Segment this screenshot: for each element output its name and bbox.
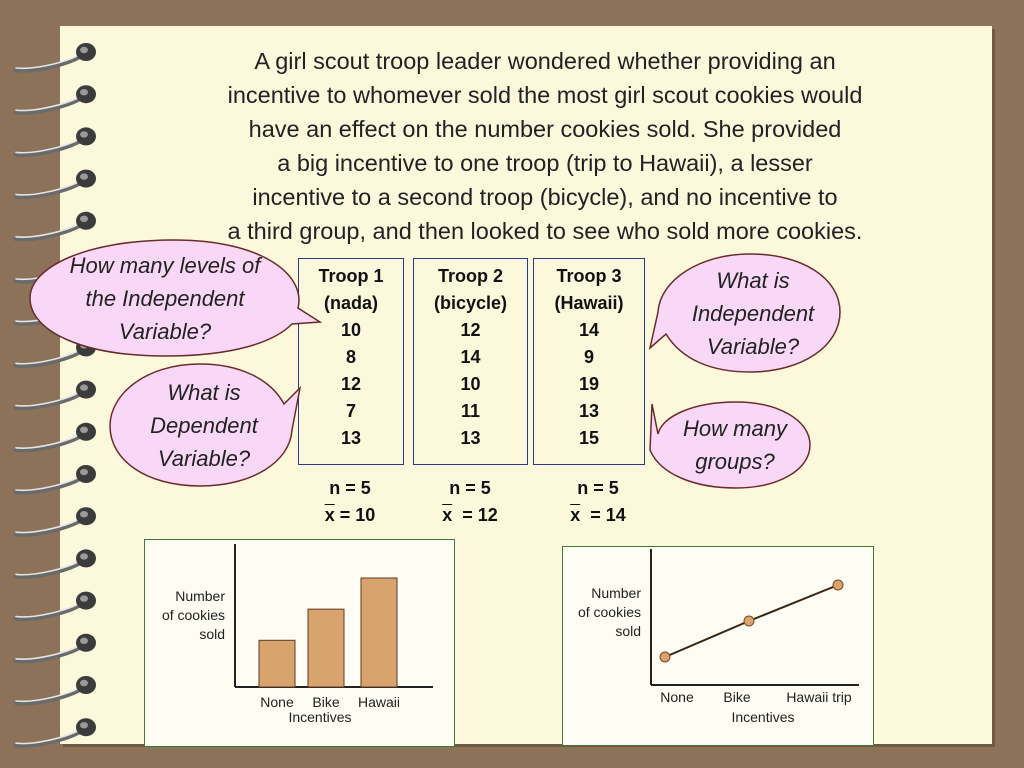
troop-value: 13 bbox=[578, 401, 600, 421]
intro-line: A girl scout troop leader wondered whether providing an bbox=[254, 48, 836, 74]
mean-label bbox=[300, 502, 400, 529]
problem-statement bbox=[130, 44, 960, 248]
troop-value: 14 bbox=[578, 320, 600, 340]
spiral-ring bbox=[16, 381, 96, 408]
spiral-ring bbox=[16, 127, 96, 154]
spiral-ring bbox=[16, 212, 96, 239]
mean-value: = 14 bbox=[580, 505, 626, 525]
troop-value: 13 bbox=[340, 428, 362, 448]
troop-value: 7 bbox=[345, 401, 356, 421]
line-chart bbox=[563, 547, 873, 745]
troop-value: 10 bbox=[340, 320, 362, 340]
sample-size: n = 5 bbox=[577, 478, 619, 498]
troop-2-stats bbox=[420, 475, 520, 529]
bubble-levels bbox=[24, 236, 306, 360]
troop-2-box bbox=[413, 258, 528, 465]
data-point bbox=[660, 652, 670, 662]
troop-value: 8 bbox=[345, 347, 356, 367]
intro-line: incentive to whomever sold the most girl scout cookies would bbox=[227, 82, 863, 108]
bubble-text: What is Dependent Variable? bbox=[150, 379, 258, 471]
spiral-ring bbox=[16, 549, 96, 576]
troop-value: 12 bbox=[340, 374, 362, 394]
y-axis-label: Number of cookies sold bbox=[577, 585, 641, 639]
bar bbox=[259, 640, 295, 687]
mean-symbol: $\overline{x}$ bbox=[570, 505, 581, 525]
troop-value: 9 bbox=[583, 347, 594, 367]
bar bbox=[361, 578, 397, 687]
troop-3-stats bbox=[548, 475, 648, 529]
spiral-ring bbox=[16, 423, 96, 450]
sample-size: n = 5 bbox=[449, 478, 491, 498]
mean-value: = 10 bbox=[334, 505, 376, 525]
mean-value: = 12 bbox=[452, 505, 498, 525]
tick-label: Bike bbox=[723, 689, 751, 705]
intro-line: have an effect on the number cookies sold. She provided bbox=[248, 116, 842, 142]
spiral-ring bbox=[16, 85, 96, 112]
spiral-ring bbox=[16, 43, 96, 70]
bubble-independent bbox=[646, 250, 844, 376]
troop-3-box bbox=[533, 258, 645, 465]
mean-symbol: $\overline{x}$ bbox=[442, 505, 453, 525]
troop-value: 14 bbox=[460, 347, 481, 367]
intro-line: incentive to a second troop (bicycle), and no incentive to bbox=[252, 184, 838, 210]
mean-label bbox=[548, 502, 648, 529]
tick-label: None bbox=[660, 689, 694, 705]
spiral-ring bbox=[16, 718, 96, 745]
bubble-text: How many groups? bbox=[683, 416, 787, 474]
tick-label: None bbox=[260, 694, 294, 710]
bar bbox=[308, 609, 344, 687]
troop-name: Troop 1 bbox=[318, 266, 384, 286]
troop-name: Troop 2 bbox=[437, 266, 503, 286]
tick-label: Bike bbox=[312, 694, 340, 710]
troop-value: 13 bbox=[460, 428, 481, 448]
troop-value: 15 bbox=[578, 428, 600, 448]
tick-label: Hawaii bbox=[357, 694, 401, 710]
bubble-dependent bbox=[106, 360, 302, 490]
spiral-ring bbox=[16, 634, 96, 661]
bar-chart-panel bbox=[144, 539, 455, 747]
troop-value: 19 bbox=[578, 374, 600, 394]
spiral-binding bbox=[0, 0, 110, 768]
troop-condition: (Hawaii) bbox=[554, 293, 624, 313]
x-axis-label: Incentives bbox=[731, 709, 795, 725]
troop-name: Troop 3 bbox=[556, 266, 622, 286]
bubble-text: How many levels of the Independent Variable? bbox=[69, 252, 261, 344]
troop-condition: (bicycle) bbox=[433, 293, 508, 313]
line-chart-panel bbox=[562, 546, 874, 746]
y-axis-label: Number of cookies sold bbox=[161, 588, 225, 642]
mean-label bbox=[420, 502, 520, 529]
bubble-text: What is Independent Variable? bbox=[691, 267, 815, 359]
intro-line: a third group, and then looked to see who sold more cookies. bbox=[227, 218, 863, 244]
spiral-ring bbox=[16, 592, 96, 619]
data-point bbox=[744, 616, 754, 626]
troop-value: 12 bbox=[460, 320, 481, 340]
troop-1-box bbox=[298, 258, 404, 465]
sample-size: n = 5 bbox=[329, 478, 371, 498]
troop-1-stats bbox=[300, 475, 400, 529]
spiral-ring bbox=[16, 676, 96, 703]
mean-symbol: $\overline{x}$ bbox=[324, 505, 335, 525]
troop-condition: (nada) bbox=[324, 293, 378, 313]
spiral-ring bbox=[16, 465, 96, 492]
troop-value: 11 bbox=[460, 401, 481, 421]
x-axis-label: Incentives bbox=[288, 709, 352, 725]
tick-label: Hawaii trip bbox=[786, 689, 852, 705]
spiral-ring bbox=[16, 507, 96, 534]
intro-line: a big incentive to one troop (trip to Hawaii), a lesser bbox=[277, 150, 813, 176]
troop-value: 10 bbox=[460, 374, 481, 394]
data-point bbox=[833, 580, 843, 590]
spiral-ring bbox=[16, 170, 96, 197]
bubble-groups bbox=[646, 398, 814, 492]
bar-chart bbox=[145, 540, 454, 746]
